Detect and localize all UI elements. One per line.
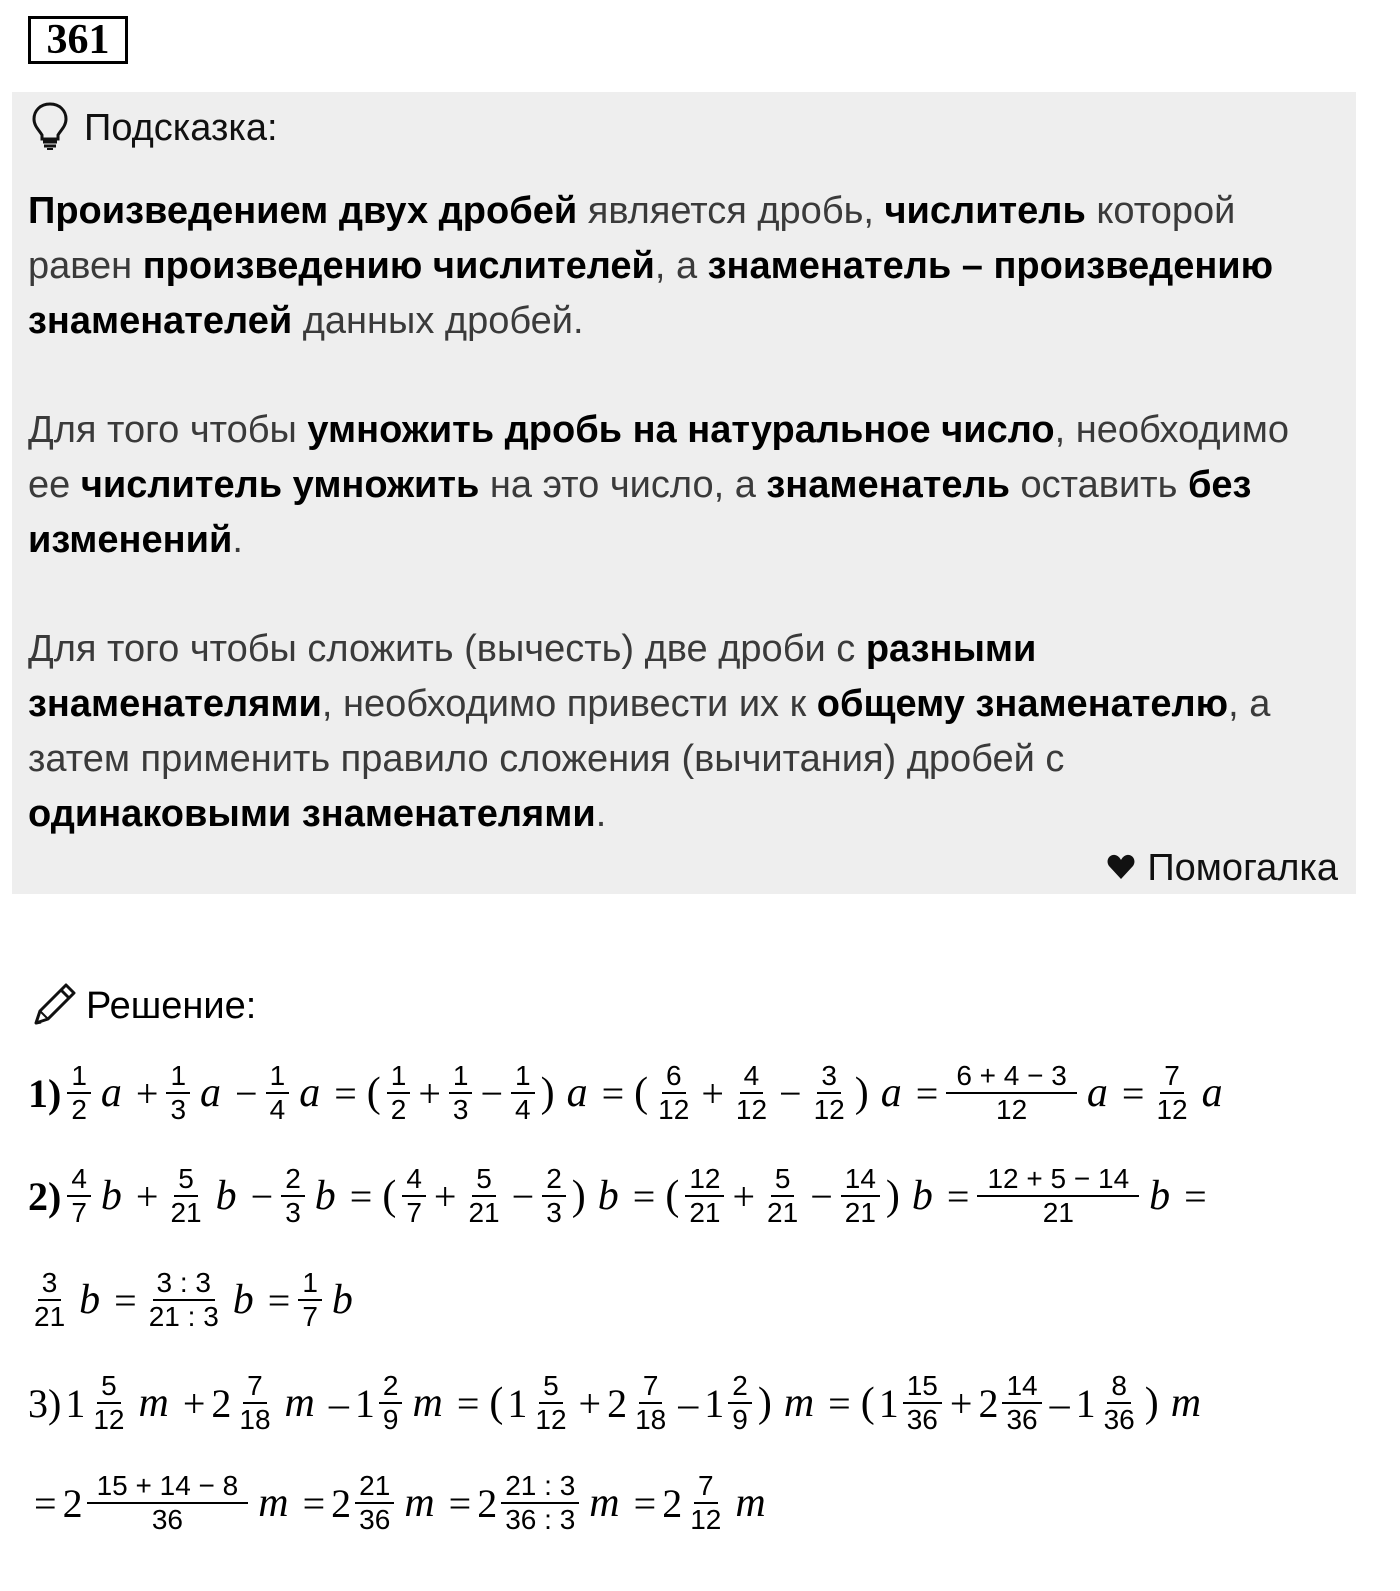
- numerator: 12: [685, 1163, 724, 1197]
- hint-paragraph-3: [28, 622, 1328, 842]
- denominator: 9: [732, 1404, 748, 1435]
- solution-line-1: [28, 1060, 1231, 1126]
- numerator: 6 + 4 − 3: [946, 1060, 1077, 1094]
- numerator: 5: [472, 1163, 496, 1197]
- fraction: [464, 1163, 503, 1229]
- numerator: 5: [97, 1370, 121, 1404]
- variable: m: [138, 1380, 169, 1426]
- variable: m: [783, 1380, 815, 1426]
- numerator: 1: [166, 1060, 190, 1094]
- variable: m: [412, 1380, 443, 1426]
- operator: =: [915, 1070, 939, 1116]
- parenthesis: ): [540, 1070, 555, 1116]
- operator: +: [135, 1070, 159, 1116]
- denominator: 12: [996, 1094, 1028, 1125]
- parenthesis: ): [854, 1070, 869, 1116]
- numerator: 4: [402, 1163, 426, 1197]
- operator: −: [235, 1070, 258, 1116]
- denominator: 21: [844, 1197, 876, 1228]
- operator: =: [456, 1380, 480, 1426]
- operator: =: [601, 1070, 625, 1116]
- operator: –: [678, 1380, 699, 1426]
- denominator: 7: [302, 1301, 318, 1332]
- fraction: [166, 1060, 190, 1126]
- fraction: [686, 1470, 725, 1536]
- denominator: 2: [71, 1094, 87, 1125]
- variable: a: [299, 1070, 321, 1116]
- heart-icon: [1107, 847, 1147, 890]
- fraction: [355, 1470, 394, 1536]
- denominator: 12: [658, 1094, 690, 1125]
- numerator: 7: [694, 1470, 718, 1504]
- numerator: 4: [67, 1163, 91, 1197]
- variable: m: [404, 1480, 435, 1526]
- operator: =: [267, 1277, 291, 1323]
- denominator: 12: [735, 1094, 768, 1125]
- variable: m: [735, 1480, 766, 1526]
- operator: =: [632, 1173, 656, 1219]
- variable: a: [200, 1070, 222, 1116]
- numerator: 3: [817, 1060, 841, 1094]
- operator: =: [34, 1480, 57, 1526]
- numerator: 2: [281, 1163, 305, 1197]
- hint-bold-text: числитель умножить: [80, 464, 480, 506]
- whole-part: 1: [354, 1380, 375, 1426]
- denominator: 36: [359, 1504, 391, 1535]
- operator: +: [433, 1173, 457, 1219]
- parenthesis: (: [860, 1380, 875, 1426]
- hint-text: .: [232, 519, 243, 561]
- operator: −: [810, 1173, 833, 1219]
- denominator: 12: [93, 1404, 125, 1435]
- numerator: 1: [67, 1060, 91, 1094]
- denominator: 3: [170, 1094, 187, 1125]
- task-number: 361: [28, 16, 128, 64]
- denominator: 21: [34, 1301, 66, 1332]
- operator: –: [328, 1380, 349, 1426]
- denominator: 12: [690, 1504, 722, 1535]
- hint-bold-text: без изменений: [28, 464, 1252, 561]
- brand-name: Помогалка: [1147, 847, 1338, 889]
- parenthesis: (: [634, 1070, 649, 1116]
- parenthesis: ): [1144, 1380, 1159, 1426]
- numerator: 15 + 14 − 8: [87, 1470, 249, 1504]
- fraction: [67, 1060, 91, 1126]
- parenthesis: (: [665, 1173, 680, 1219]
- numerator: 1: [449, 1060, 473, 1094]
- fraction: [841, 1163, 880, 1229]
- whole-part: 1: [704, 1380, 725, 1426]
- numerator: 21 : 3: [501, 1470, 579, 1504]
- fraction: [763, 1163, 802, 1229]
- whole-part: 2: [978, 1380, 999, 1426]
- operator: =: [828, 1380, 851, 1426]
- numerator: 2: [379, 1370, 403, 1404]
- variable: a: [1201, 1070, 1223, 1116]
- operator: =: [349, 1173, 373, 1219]
- variable: b: [215, 1173, 237, 1219]
- variable: b: [1149, 1173, 1171, 1219]
- operator: =: [302, 1480, 326, 1526]
- variable: m: [589, 1480, 620, 1526]
- whole-part: 1: [65, 1380, 86, 1426]
- variable: a: [100, 1070, 122, 1116]
- variable: b: [232, 1277, 254, 1323]
- hint-text: которой равен: [28, 190, 1236, 287]
- denominator: 18: [635, 1404, 667, 1435]
- numerator: 6: [662, 1060, 686, 1094]
- parenthesis: (: [366, 1070, 381, 1116]
- operator: =: [946, 1173, 970, 1219]
- denominator: 4: [269, 1094, 286, 1125]
- numerator: 14: [841, 1163, 880, 1197]
- hint-bold-text: знаменатель: [766, 464, 1010, 506]
- operator: +: [949, 1380, 973, 1426]
- denominator: 36 : 3: [505, 1504, 576, 1535]
- operator: +: [418, 1070, 441, 1116]
- lightbulb-icon: [30, 101, 84, 156]
- variable: m: [258, 1480, 289, 1526]
- whole-part: 2: [662, 1480, 683, 1526]
- numerator: 5: [771, 1163, 795, 1197]
- denominator: 21: [767, 1197, 799, 1228]
- fraction: [654, 1060, 693, 1126]
- operator: =: [448, 1480, 472, 1526]
- hint-bold-text: произведению числителей: [142, 245, 655, 287]
- fraction: [402, 1163, 426, 1229]
- denominator: 21: [1042, 1197, 1074, 1228]
- hint-box: [12, 92, 1356, 894]
- parenthesis: ): [571, 1173, 586, 1219]
- hint-bold-text: разными знаменателями: [28, 628, 1037, 725]
- operator: −: [480, 1070, 504, 1116]
- operator: –: [1049, 1380, 1070, 1426]
- denominator: 36: [1006, 1404, 1038, 1435]
- denominator: 21: [170, 1197, 202, 1228]
- variable: b: [911, 1173, 933, 1219]
- operator: =: [114, 1277, 137, 1323]
- operator: +: [701, 1070, 724, 1116]
- fraction: [266, 1060, 290, 1126]
- parenthesis: ): [757, 1380, 772, 1426]
- whole-part: 1: [878, 1380, 899, 1426]
- denominator: 9: [382, 1404, 399, 1435]
- numerator: 21: [355, 1470, 394, 1504]
- numerator: 3 : 3: [153, 1267, 215, 1301]
- fraction: [379, 1370, 403, 1436]
- numerator: 15: [903, 1370, 942, 1404]
- operator: +: [135, 1173, 159, 1219]
- whole-part: 2: [62, 1480, 83, 1526]
- operator: +: [578, 1380, 602, 1426]
- denominator: 3: [546, 1197, 562, 1228]
- numerator: 1: [266, 1060, 290, 1094]
- fraction: [281, 1163, 305, 1229]
- hint-bold-text: Произведением двух дробей: [28, 190, 578, 232]
- fraction: [145, 1267, 223, 1333]
- fraction: [235, 1370, 274, 1436]
- numerator: 2: [728, 1370, 752, 1404]
- solution-line-3: [28, 1267, 361, 1333]
- hint-text: на это число, а: [479, 464, 767, 506]
- solution-line-2: [28, 1163, 1213, 1229]
- denominator: 7: [71, 1197, 87, 1228]
- solution-title: Решение:: [86, 984, 257, 1027]
- item-label: 2): [28, 1173, 62, 1219]
- hint-title: Подсказка:: [84, 106, 278, 149]
- hint-bold-text: знаменатель – произведению знаменателей: [28, 245, 1274, 342]
- fraction: [501, 1470, 579, 1536]
- fraction: [977, 1163, 1139, 1229]
- numerator: 4: [740, 1060, 764, 1094]
- numerator: 5: [539, 1370, 563, 1404]
- fraction: [298, 1267, 322, 1333]
- variable: a: [880, 1070, 902, 1116]
- denominator: 7: [406, 1197, 422, 1228]
- fraction: [67, 1163, 91, 1229]
- numerator: 7: [639, 1370, 663, 1404]
- fraction: [631, 1370, 670, 1436]
- denominator: 12: [535, 1404, 567, 1435]
- denominator: 21: [468, 1197, 500, 1228]
- whole-part: 2: [607, 1380, 628, 1426]
- denominator: 36: [906, 1404, 938, 1435]
- whole-part: 2: [331, 1480, 352, 1526]
- whole-part: 2: [211, 1380, 232, 1426]
- parenthesis: (: [489, 1380, 504, 1426]
- fraction: [449, 1060, 473, 1126]
- hint-paragraph-1: [28, 184, 1328, 349]
- denominator: 12: [1156, 1094, 1188, 1125]
- hint-text: является дробь,: [577, 190, 885, 232]
- variable: b: [100, 1173, 122, 1219]
- denominator: 21 : 3: [148, 1301, 219, 1332]
- numerator: 2: [542, 1163, 566, 1197]
- brand-signature: [1107, 847, 1338, 890]
- fraction: [732, 1060, 771, 1126]
- operator: +: [732, 1173, 756, 1219]
- solution-header: [30, 980, 256, 1032]
- fraction: [387, 1060, 411, 1126]
- hint-text: , необходимо привести их к: [321, 683, 817, 725]
- hint-bold-text: числитель: [884, 190, 1086, 232]
- hint-text: Для того чтобы сложить (вычесть) две дроби с: [28, 628, 866, 670]
- variable: m: [1170, 1380, 1202, 1426]
- solution-line-4: [28, 1370, 1209, 1436]
- numerator: 3: [38, 1267, 62, 1301]
- hint-text: , а затем применить правило сложения (вычитания) дробей с: [28, 683, 1271, 780]
- solution-line-5: [28, 1470, 774, 1536]
- operator: =: [1184, 1173, 1207, 1219]
- operator: −: [511, 1173, 535, 1219]
- fraction: [685, 1163, 724, 1229]
- whole-part: 1: [507, 1380, 528, 1426]
- variable: b: [79, 1277, 101, 1323]
- fraction: [946, 1060, 1077, 1126]
- numerator: 12 + 5 − 14: [977, 1163, 1139, 1197]
- fraction: [89, 1370, 128, 1436]
- fraction: [1100, 1370, 1139, 1436]
- fraction: [511, 1060, 535, 1126]
- parenthesis: ): [885, 1173, 900, 1219]
- fraction: [728, 1370, 752, 1436]
- numerator: 14: [1002, 1370, 1041, 1404]
- numerator: 1: [298, 1267, 322, 1301]
- denominator: 12: [813, 1094, 845, 1125]
- operator: −: [779, 1070, 802, 1116]
- hint-paragraph-2: [28, 403, 1328, 568]
- operator: −: [250, 1173, 274, 1219]
- hint-text: оставить: [1009, 464, 1188, 506]
- variable: a: [1086, 1070, 1108, 1116]
- fraction: [810, 1060, 849, 1126]
- whole-part: 2: [477, 1480, 498, 1526]
- numerator: 7: [1160, 1060, 1184, 1094]
- hint-text: Для того чтобы: [28, 409, 308, 451]
- operator: =: [1121, 1070, 1145, 1116]
- operator: =: [334, 1070, 357, 1116]
- operator: =: [633, 1480, 657, 1526]
- hint-header: [30, 102, 278, 154]
- denominator: 18: [239, 1404, 271, 1435]
- parenthesis: (: [382, 1173, 397, 1219]
- variable: b: [314, 1173, 336, 1219]
- fraction: [531, 1370, 570, 1436]
- hint-bold-text: общему знаменателю: [816, 683, 1229, 725]
- fraction: [30, 1267, 69, 1333]
- fraction: [166, 1163, 205, 1229]
- denominator: 4: [515, 1094, 531, 1125]
- item-label: 3): [28, 1380, 62, 1426]
- fraction: [87, 1470, 249, 1536]
- item-label: 1): [28, 1070, 62, 1116]
- numerator: 5: [174, 1163, 198, 1197]
- denominator: 36: [1103, 1404, 1135, 1435]
- whole-part: 1: [1075, 1380, 1096, 1426]
- denominator: 3: [452, 1094, 469, 1125]
- fraction: [1152, 1060, 1191, 1126]
- numerator: 1: [387, 1060, 411, 1094]
- hint-bold-text: одинаковыми знаменателями: [28, 793, 596, 835]
- numerator: 7: [243, 1370, 267, 1404]
- fraction: [1002, 1370, 1041, 1436]
- hint-text: , необходимо ее: [28, 409, 1290, 506]
- denominator: 3: [285, 1197, 301, 1228]
- variable: b: [597, 1173, 619, 1219]
- fraction: [903, 1370, 942, 1436]
- denominator: 21: [689, 1197, 721, 1228]
- hint-text: , а: [654, 245, 708, 287]
- variable: m: [284, 1380, 315, 1426]
- operator: +: [182, 1380, 206, 1426]
- variable: a: [566, 1070, 588, 1116]
- fraction: [542, 1163, 566, 1229]
- numerator: 8: [1107, 1370, 1131, 1404]
- numerator: 1: [511, 1060, 535, 1094]
- hint-bold-text: умножить дробь на натуральное число: [307, 409, 1055, 451]
- hint-text: .: [595, 793, 607, 835]
- pencil-icon: [30, 979, 86, 1034]
- denominator: 36: [151, 1504, 183, 1535]
- hint-text: данных дробей.: [292, 300, 584, 342]
- variable: b: [331, 1277, 353, 1323]
- denominator: 2: [390, 1094, 407, 1125]
